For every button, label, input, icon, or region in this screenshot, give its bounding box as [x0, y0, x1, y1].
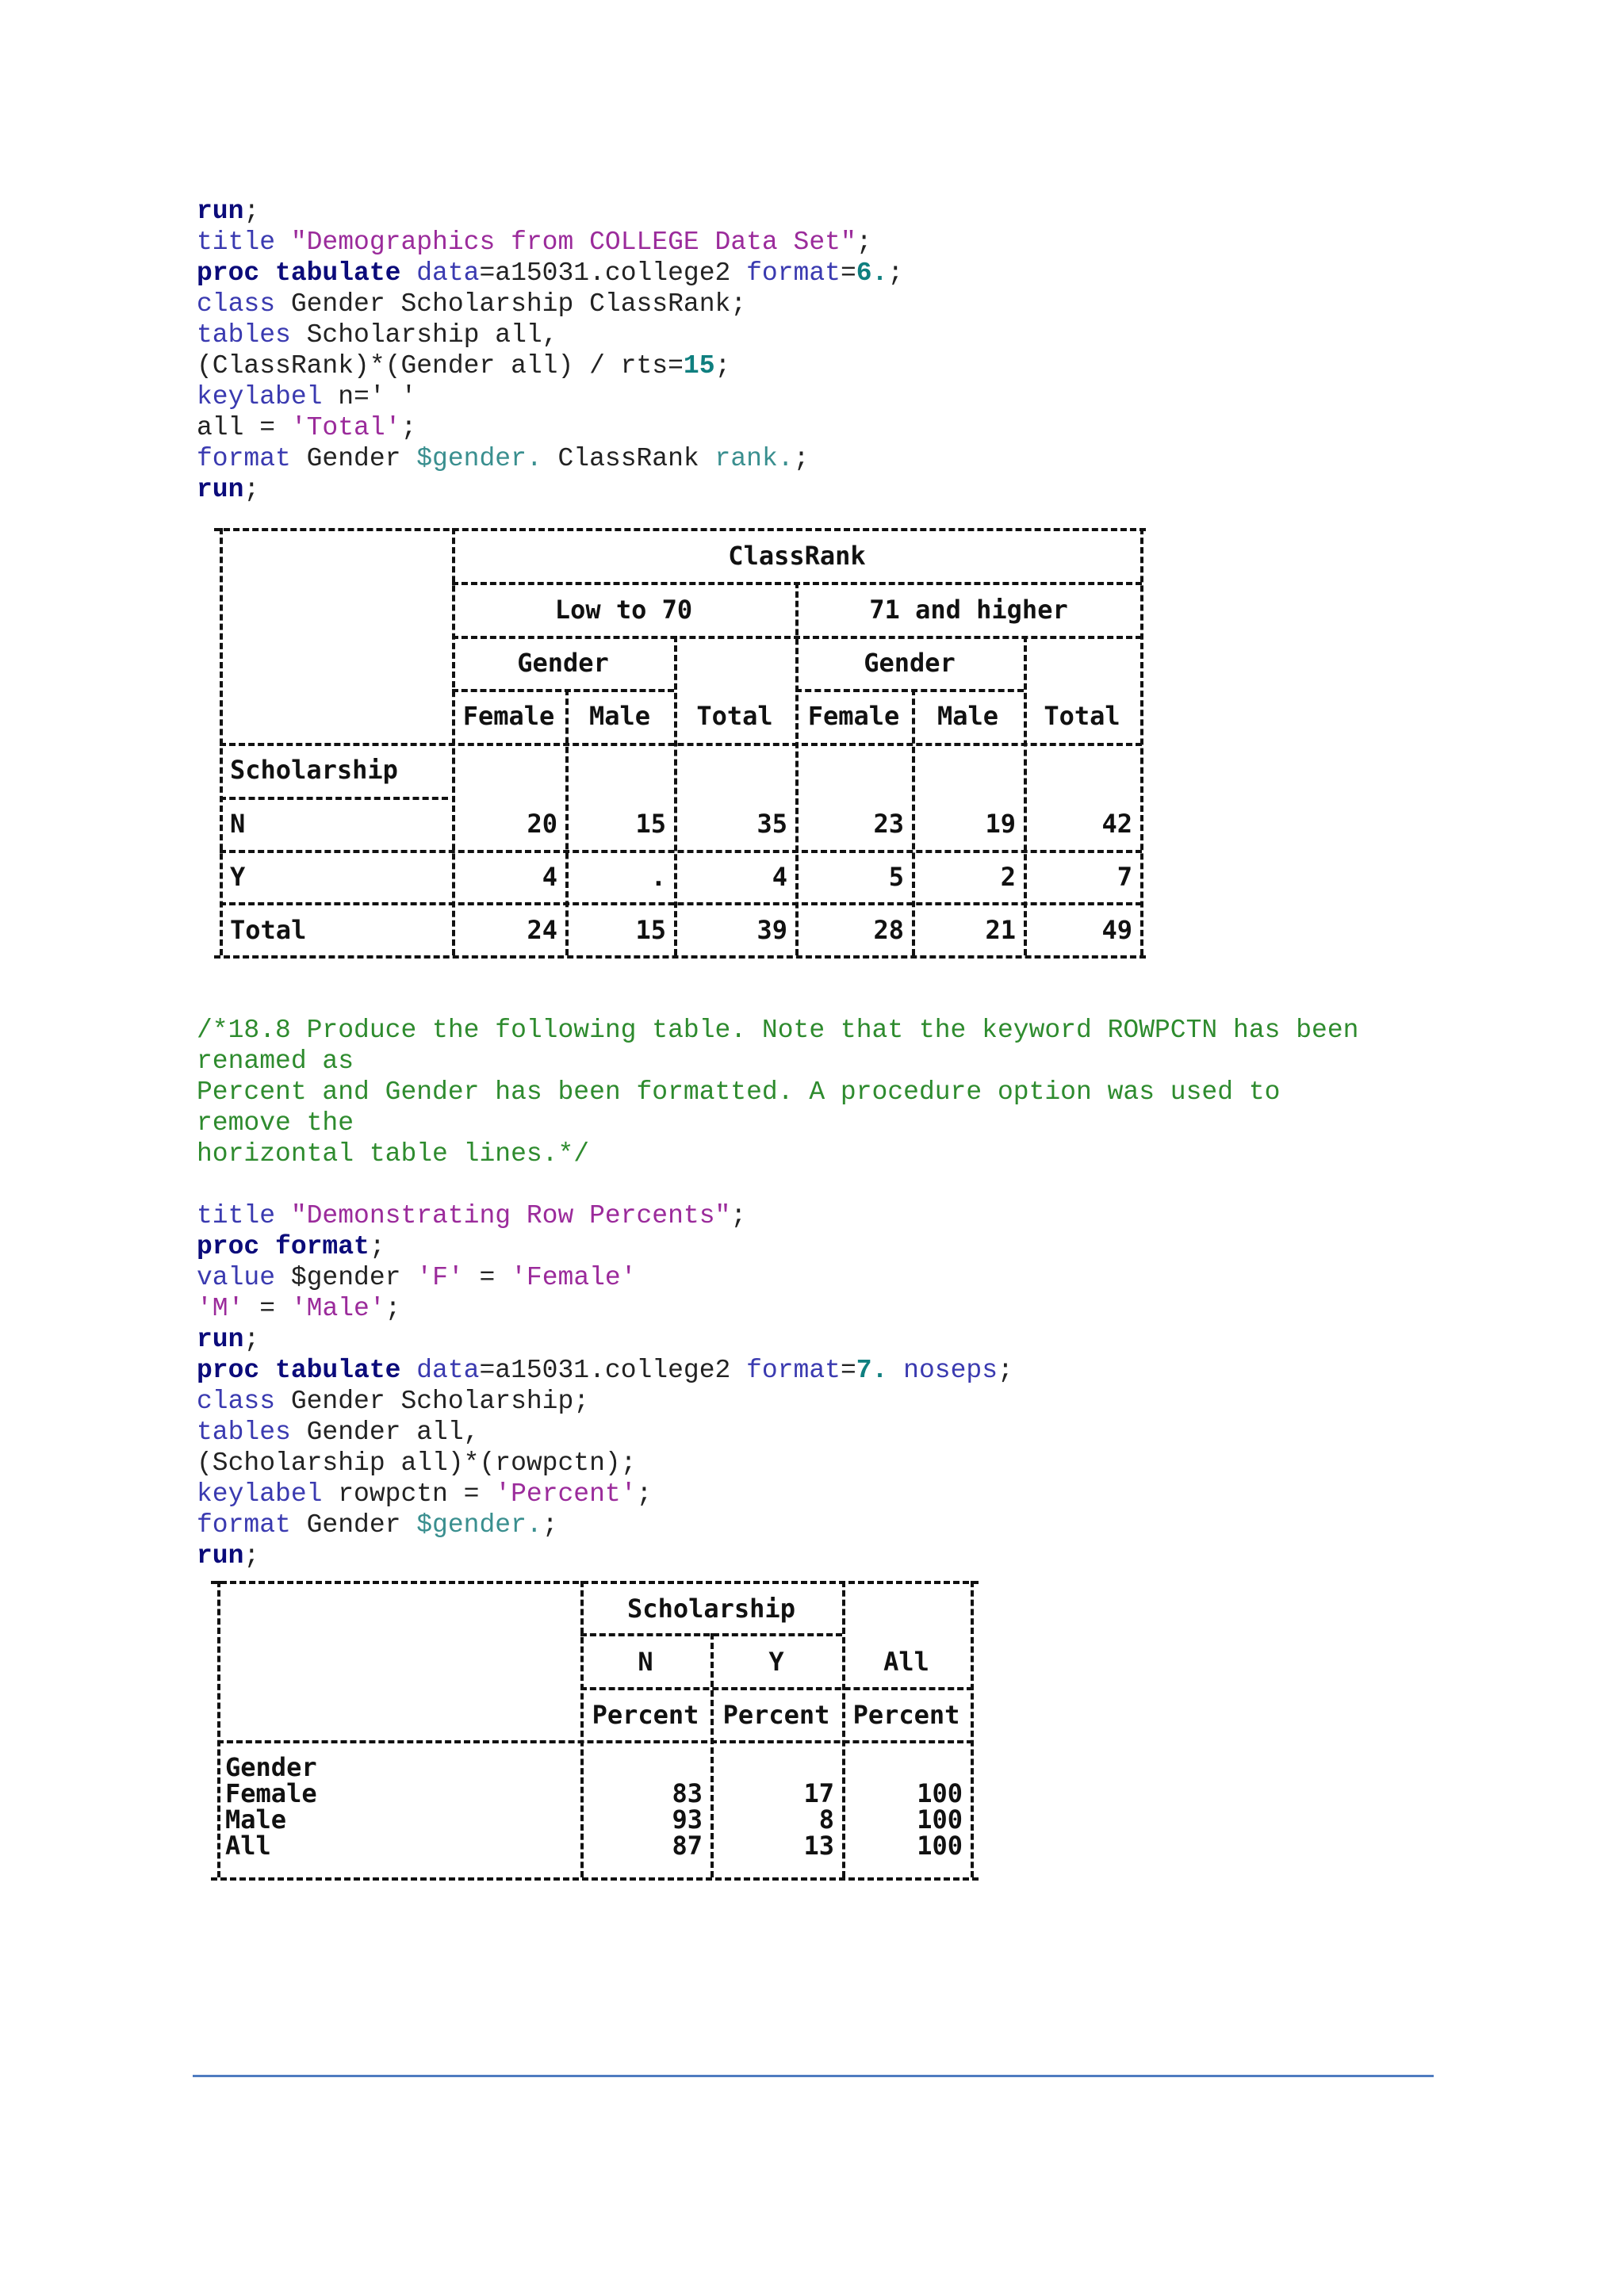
code-token: ;: [542, 1510, 558, 1540]
table-cell: 15: [635, 809, 666, 839]
table-cell: 100: [917, 1804, 963, 1835]
code-token: $gender.: [416, 1510, 542, 1540]
code-token: 'Total': [290, 413, 401, 442]
code-token: "Demonstrating Row Percents": [290, 1201, 731, 1230]
classrank-header: ClassRank: [728, 541, 866, 571]
scholarship-row-header: Scholarship: [230, 755, 398, 785]
table-cell: 35: [756, 809, 787, 839]
code-token: $gender: [290, 1263, 417, 1292]
code-line: [197, 258, 903, 289]
stat-percent-y: Percent: [722, 1700, 830, 1730]
code-line: [197, 1293, 1013, 1324]
table-cell: 39: [756, 915, 787, 945]
row-label-total: Total: [230, 915, 307, 945]
code-token: 6.: [856, 258, 888, 288]
code-token: n=' ': [338, 382, 417, 411]
code-line: [197, 1417, 1013, 1448]
table-cell: .: [650, 862, 666, 892]
row-label-female: Female: [225, 1778, 317, 1808]
code-token: all =: [197, 413, 291, 442]
scholarship-header: Scholarship: [627, 1594, 795, 1624]
code-token: $gender.: [416, 444, 542, 473]
code-line: [197, 350, 903, 381]
table-cell: 100: [917, 1831, 963, 1861]
table-cell: 8: [818, 1804, 834, 1835]
code-token: proc format: [197, 1232, 370, 1261]
code-token: (Scholarship all)*(rowpctn);: [197, 1448, 637, 1478]
code-token: ;: [385, 1294, 401, 1323]
code-line: [197, 1386, 1013, 1417]
col-female-high: Female: [807, 701, 900, 731]
footer-rule: [193, 2075, 1434, 2077]
code-token: run: [197, 1541, 244, 1571]
code-token: Gender: [306, 1510, 417, 1540]
code-token: proc tabulate: [197, 1356, 417, 1385]
code-token: 'M': [197, 1294, 244, 1323]
code-line: [197, 227, 903, 258]
row-label-y: Y: [230, 862, 246, 892]
table-cell: 23: [873, 809, 904, 839]
table-cell: 19: [985, 809, 1016, 839]
comment-line: renamed as: [197, 1047, 354, 1076]
code-line: [197, 1448, 1013, 1479]
code-token: noseps: [887, 1356, 998, 1385]
table-cell: 93: [672, 1804, 703, 1835]
code-line: [197, 474, 903, 505]
code-token: =: [840, 258, 856, 288]
table-cell: 5: [888, 862, 904, 892]
code-token: title: [197, 228, 291, 257]
table-cell: 15: [635, 915, 666, 945]
code-line: [197, 1510, 1013, 1540]
code-line: [197, 1200, 1013, 1231]
code-token: title: [197, 1201, 291, 1230]
comment-line: /*18.8 Produce the following table. Note that the keyword ROWPCTN has been: [197, 1016, 1359, 1045]
code-token: format: [746, 1356, 841, 1385]
code-line: [197, 1540, 1013, 1571]
code-line: [197, 289, 903, 320]
table-cell: 4: [772, 862, 787, 892]
comment-line: Percent and Gender has been formatted. A procedure option was used to: [197, 1077, 1281, 1107]
stat-percent-all: Percent: [852, 1700, 960, 1730]
col-male-low: Male: [588, 701, 651, 731]
code-token: ;: [793, 444, 810, 473]
code-line: [197, 196, 903, 227]
code-token: keylabel: [197, 1479, 339, 1509]
code-token: keylabel: [197, 382, 339, 411]
table-cell: 4: [542, 862, 557, 892]
gender-header-low: Gender: [517, 648, 609, 678]
code-token: format: [746, 258, 841, 288]
code-token: run: [197, 197, 244, 226]
code-line: [197, 1355, 1013, 1386]
code-line: [197, 1262, 1013, 1293]
code-line: [197, 381, 903, 412]
code-line: [197, 320, 903, 350]
col-female-low: Female: [462, 701, 555, 731]
table-cell: 7: [1116, 862, 1132, 892]
code-token: tables: [197, 1418, 307, 1447]
row-percent-table: [211, 1578, 980, 1887]
code-block-1: [197, 196, 903, 505]
code-token: ;: [730, 1201, 747, 1230]
row-label-all: All: [225, 1831, 271, 1861]
code-line: [197, 1231, 1013, 1262]
table-cell: 24: [527, 915, 557, 945]
code-token: "Demographics from COLLEGE Data Set": [290, 228, 856, 257]
code-token: run: [197, 1325, 244, 1354]
code-token: Gender: [306, 444, 417, 473]
comment-line: horizontal table lines.*/: [197, 1139, 590, 1169]
code-token: run: [197, 475, 244, 504]
col-y: Y: [768, 1647, 784, 1677]
code-block-2: [197, 1200, 1013, 1571]
code-token: class: [197, 1387, 291, 1416]
code-token: ClassRank: [542, 444, 715, 473]
code-line: [197, 1479, 1013, 1510]
table-cell: 20: [527, 809, 557, 839]
table-cell: 17: [803, 1778, 834, 1808]
code-token: format: [197, 1510, 307, 1540]
code-token: ;: [369, 1232, 385, 1261]
stat-percent-n: Percent: [592, 1700, 699, 1730]
code-token: Scholarship all,: [306, 320, 558, 350]
code-token: ;: [243, 197, 260, 226]
table-cell: 87: [672, 1831, 703, 1861]
code-token: ;: [400, 413, 417, 442]
col-n: N: [638, 1647, 653, 1677]
col-all: All: [883, 1647, 929, 1677]
code-token: ;: [636, 1479, 653, 1509]
exercise-comment: [197, 1015, 1358, 1169]
code-token: ;: [887, 258, 904, 288]
code-token: =: [243, 1294, 291, 1323]
code-token: data: [416, 1356, 480, 1385]
code-token: data: [416, 258, 480, 288]
code-token: Gender Scholarship;: [290, 1387, 590, 1416]
classrank-table: [214, 525, 1150, 965]
code-token: proc tabulate: [197, 258, 417, 288]
table-cell: 83: [672, 1778, 703, 1808]
code-token: =a15031.college2: [479, 1356, 747, 1385]
code-token: rowpctn =: [338, 1479, 496, 1509]
code-token: =a15031.college2: [479, 258, 747, 288]
table-cell: 21: [985, 915, 1016, 945]
gender-row-header: Gender: [225, 1752, 317, 1782]
code-token: rank.: [714, 444, 794, 473]
code-token: value: [197, 1263, 291, 1292]
table-cell: 49: [1101, 915, 1132, 945]
row-label-male: Male: [225, 1804, 287, 1835]
code-token: ;: [998, 1356, 1013, 1385]
code-token: 'Female': [511, 1263, 637, 1292]
code-token: 15: [683, 351, 715, 381]
code-token: format: [197, 444, 307, 473]
code-token: 'Male': [290, 1294, 385, 1323]
row-label-n: N: [230, 809, 246, 839]
code-token: ;: [243, 1325, 260, 1354]
code-token: 'Percent': [495, 1479, 637, 1509]
col-total-low: Total: [696, 701, 773, 731]
code-token: (ClassRank)*(Gender all) / rts=: [197, 351, 684, 381]
col-total-high: Total: [1044, 701, 1120, 731]
code-token: ;: [243, 1541, 260, 1571]
col-male-high: Male: [936, 701, 999, 731]
code-token: tables: [197, 320, 307, 350]
code-line: [197, 1324, 1013, 1355]
code-token: Gender Scholarship ClassRank;: [290, 289, 747, 319]
71-and-higher-header: 71 and higher: [869, 595, 1068, 625]
table-cell: 42: [1101, 809, 1132, 839]
code-token: 7.: [856, 1356, 888, 1385]
comment-line: remove the: [197, 1108, 354, 1138]
code-token: ;: [856, 228, 872, 257]
code-token: 'F': [416, 1263, 464, 1292]
table-cell: 28: [873, 915, 904, 945]
code-token: ;: [714, 351, 731, 381]
code-line: [197, 443, 903, 474]
code-line: [197, 412, 903, 443]
code-token: Gender all,: [306, 1418, 480, 1447]
table-cell: 13: [803, 1831, 834, 1861]
code-token: class: [197, 289, 291, 319]
table-cell: 100: [917, 1778, 963, 1808]
code-token: =: [840, 1356, 856, 1385]
low-to-70-header: Low to 70: [554, 595, 693, 625]
table-cell: 2: [1000, 862, 1016, 892]
gender-header-high: Gender: [864, 648, 956, 678]
code-token: =: [463, 1263, 511, 1292]
code-token: ;: [243, 475, 260, 504]
